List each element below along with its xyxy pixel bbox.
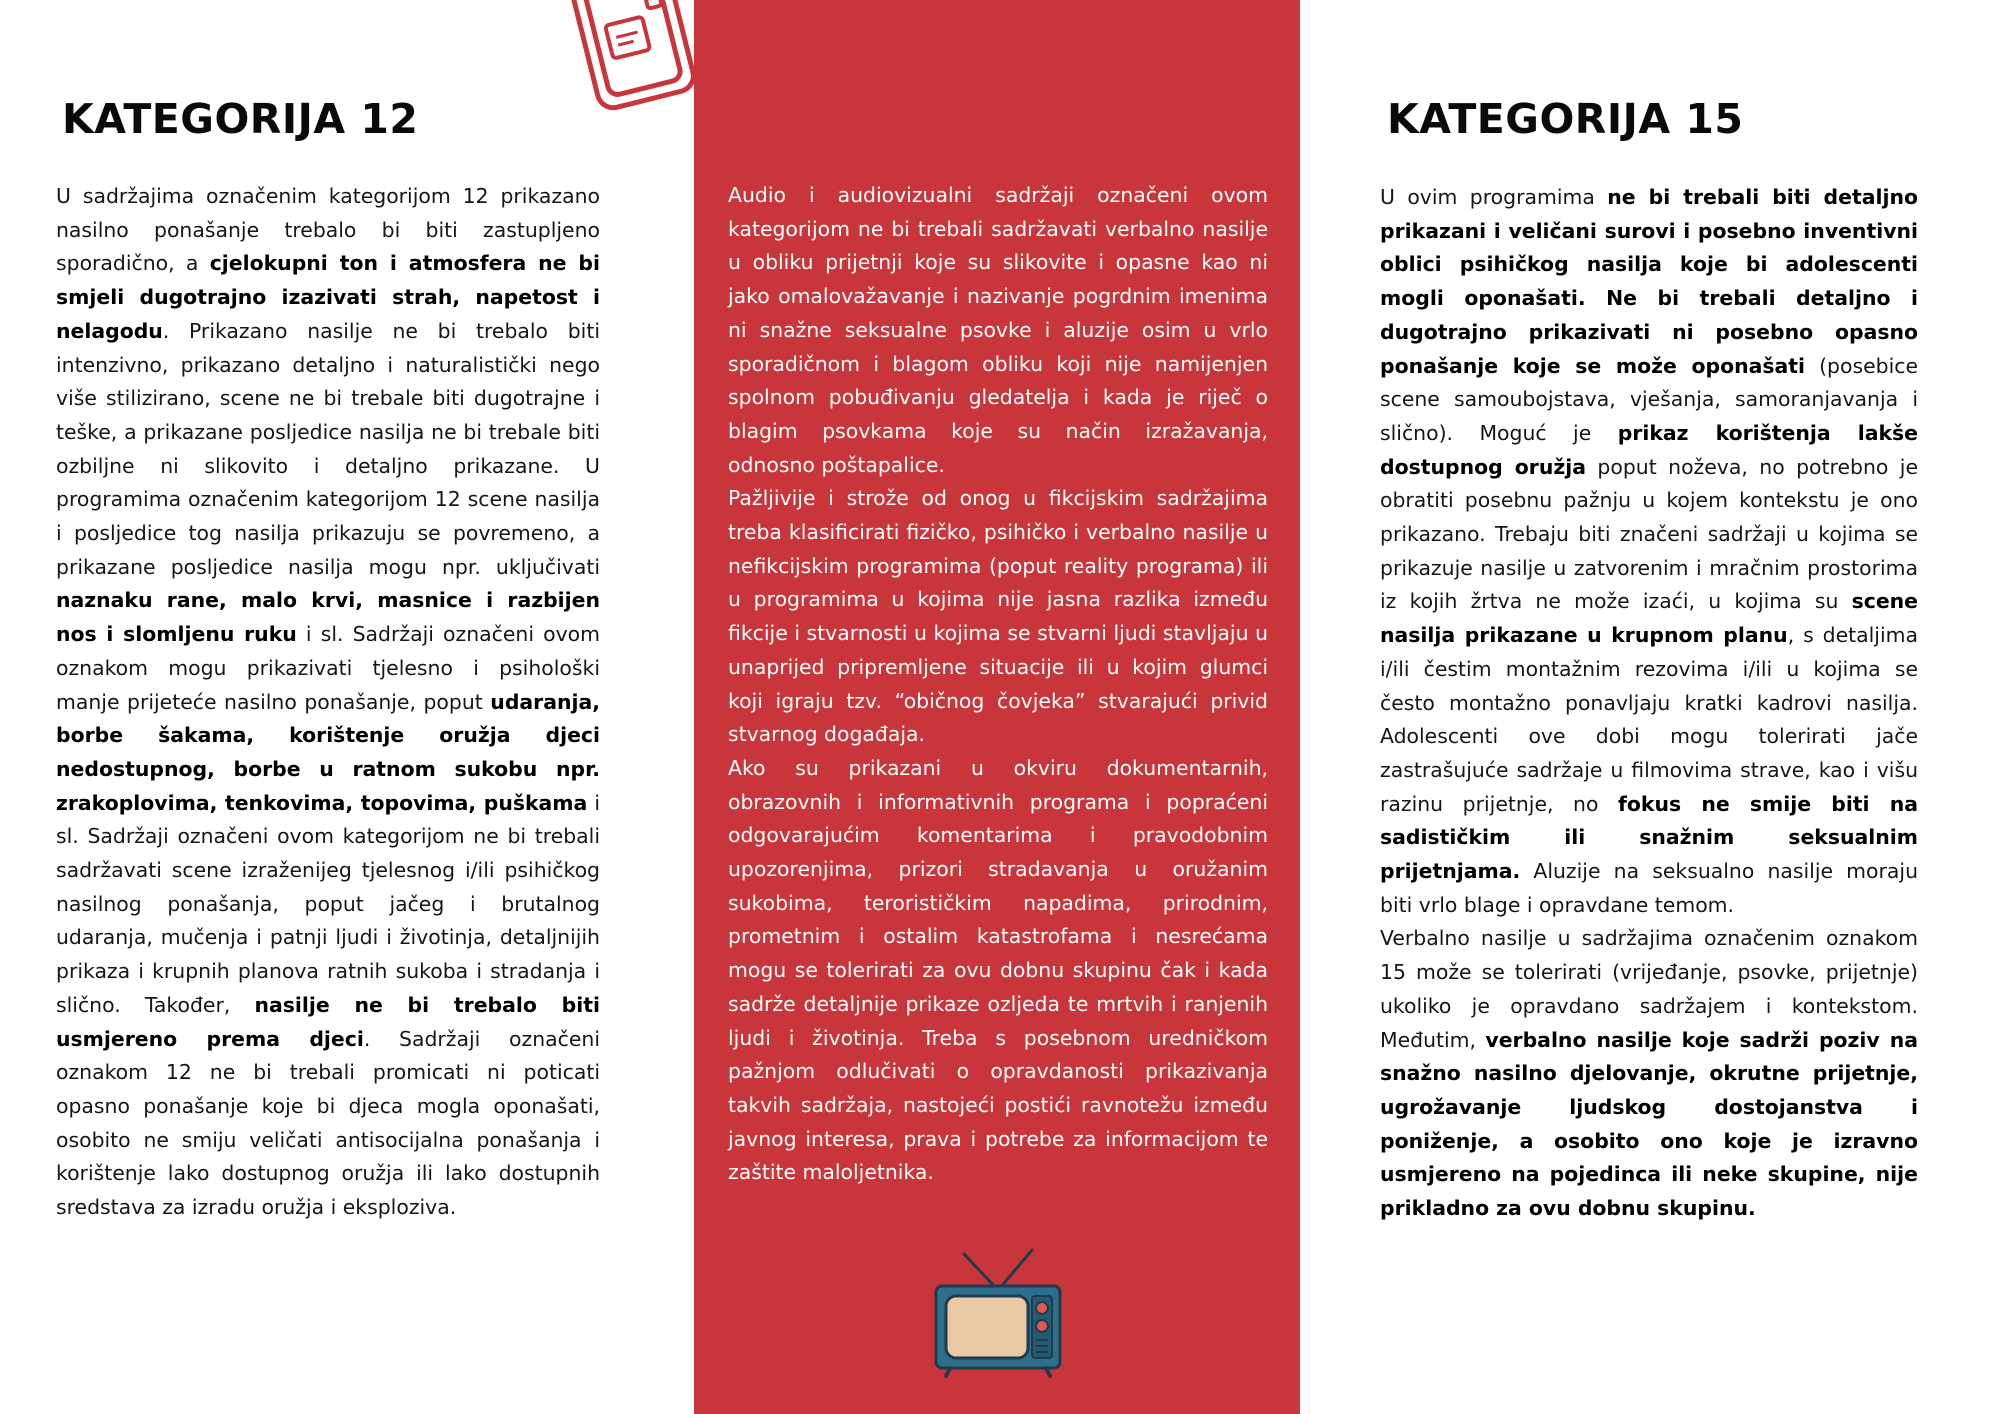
right-title: KATEGORIJA 15 xyxy=(1387,95,1744,143)
text-run: . Prikazano nasilje ne bi trebalo biti intenzivno, prikazano detaljno i naturalistički nego više stilizirano, scene ne bi trebale biti dugotrajne i teške, a prikazane posljedice nasilja ne bi trebale biti ozbiljne ni slikovito i detaljno prikazane. U programima označenim kategorijom 12 scene nasilja i posljedice tog nasilja prikazuju se povremeno, a prikazane posljedice nasilja mogu npr. uključivati xyxy=(56,318,600,579)
bold-text-run: cjelokupni ton i atmosfera ne bi smjeli dugotrajno izazivati strah, napetost i nelagodu xyxy=(56,251,600,343)
suitcase-icon xyxy=(560,0,696,122)
text-run: U ovim programima xyxy=(1380,185,1608,209)
bold-text-run: ne bi trebali biti detaljno prikazani i veličani surovi i posebno inventivni oblici psihičkog nasilja koje bi adolescenti mogli oponašati. Ne bi trebali detaljno i dugotrajno prikazivati ni posebno opasno ponašanje koje se može oponašati xyxy=(1380,185,1918,378)
text-run: (posebice scene samoubojstava, vješanja, samoranjavanja i slično). Moguć je xyxy=(1380,353,1918,445)
text-run: i sl. Sadržaji označeni ovom oznakom mogu prikazivati tjelesno i psihološki manje prijeteće nasilno ponašanje, poput xyxy=(56,622,600,714)
middle-body xyxy=(728,179,1268,1190)
bold-text-run: nasilje ne bi trebalo biti usmjereno prema djeci xyxy=(56,992,600,1051)
bold-text-run: scene nasilja prikazane u krupnom planu xyxy=(1380,589,1918,648)
bold-text-run: naznaku rane, malo krvi, masnice i razbijen nos i slomljenu ruku xyxy=(56,588,600,647)
bold-text-run: udaranja, borbe šakama, korištenje oružja djeci nedostupnog, borbe u ratnom sukobu npr. zrakoplovima, tenkovima, topovima, puškama xyxy=(56,689,600,815)
left-body xyxy=(56,180,600,1225)
middle-paragraph-1: Audio i audiovizualni sadržaji označeni ovom kategorijom ne bi trebali sadržavati verbalno nasilje u obliku prijetnji koje su slikovite i opasne kao ni jako omalovažavanje i nazivanje pogrdnim imenima ni snažne seksualne psovke i aluzije osim u vrlo sporadičnom i blagom obliku koji nije namijenjen spolnom pobuđivanju gledatelja i kada je riječ o blagim psovkama koje su način izražavanja, odnosno poštapalice. xyxy=(728,183,1268,477)
left-title: KATEGORIJA 12 xyxy=(62,95,419,143)
text-run: i sl. Sadržaji označeni ovom kategorijom ne bi trebali sadržavati scene izraženijeg tjelesnog i/ili psihičkog nasilnog ponašanja, poput jačeg i brutalnog udaranja, mučenja i patnji ljudi i životinja, detaljnijih prikaza i krupnih planova ratnih sukoba i stradanja i slično. Također, xyxy=(56,790,600,1017)
text-run: Aluzije na seksualno nasilje moraju biti vrlo blage i opravdane temom. xyxy=(1380,859,1918,917)
right-paragraph-1 xyxy=(1380,181,1918,922)
right-paragraph-2 xyxy=(1380,922,1918,1225)
text-run: , s detaljima i/ili čestim montažnim rezovima i/ili u kojima se često montažno ponavljaju kratki kadrovi nasilja. Adolescenti ove dobi mogu tolerirati jače zastrašujuće sadržaje u filmovima strave, kao i višu razinu prijetnje, no xyxy=(1380,623,1918,816)
bold-text-run: fokus ne smije biti na sadističkim ili snažnim seksualnim prijetnjama. xyxy=(1380,791,1919,884)
text-run: . Sadržaji označeni oznakom 12 ne bi trebali promicati ni poticati opasno ponašanje koje bi djeca mogla oponašati, osobito ne smiju veličati antisocijalna ponašanja i korištenje lako dostupnog oružja ili lako dostupnih sredstava za izradu oružja i eksploziva. xyxy=(56,1026,600,1220)
text-run: Verbalno nasilje u sadržajima označenim oznakom 15 može se tolerirati (vrijeđanje, psovke, prijetnje) ukoliko je opravdano sadržajem i kontekstom. Međutim, xyxy=(1380,926,1918,1052)
bold-text-run: verbalno nasilje koje sadrži poziv na snažno nasilno djelovanje, okrutne prijetnje, ugrožavanje ljudskog dostojanstva i poniženje, a osobito ono koje je izravno usmjereno na pojedinca ili neke skupine, nije prikladno za ovu dobnu skupinu. xyxy=(1380,1027,1918,1221)
retro-tv-icon xyxy=(928,1240,1068,1378)
middle-paragraph-2: Pažljivije i strože od onog u fikcijskim sadržajima treba klasificirati fizičko, psihičko i verbalno nasilje u nefikcijskim programima (poput reality programa) ili u programima u kojima nije jasna razlika između fikcije i stvarnosti u kojima se stvarni ljudi stavljaju u unaprijed pripremljene situacije ili u kojim glumci koji igraju tzv. “običnog čovjeka” stvarajući privid stvarnog događaja. xyxy=(728,486,1268,747)
text-run: U sadržajima označenim kategorijom 12 prikazano nasilno ponašanje trebalo bi biti zastupljeno sporadično, a xyxy=(56,184,600,276)
middle-paragraph-3: Ako su prikazani u okviru dokumentarnih, obrazovnih i informativnih programa i popraćeni odgovarajućim komentarima i pravodobnim upozorenjima, prizori stradavanja u oružanim sukobima, terorističkim napadima, prirodnim, prometnim i ostalim katastrofama i nesrećama mogu se tolerirati za ovu dobnu skupinu čak i kada sadrže detaljnije prikaze ozljeda te mrtvih i ranjenih ljudi i životinja. Treba s posebnom uredničkom pažnjom odlučivati o opravdanosti prikazivanja takvih sadržaja, nastojeći postići ravnotežu između javnog interesa, prava i potrebe za informacijom te zaštite maloljetnika. xyxy=(728,755,1268,1185)
bold-text-run: prikaz korištenja lakše dostupnog oružja xyxy=(1380,420,1918,479)
text-run: poput noževa, no potrebno je obratiti posebnu pažnju u kojem kontekstu je ono prikazano. Trebaju biti značeni sadržaji u kojima se prikazuje nasilje u zatvorenim i mračnim prostorima iz kojih žrtva ne može izaći, u kojima su xyxy=(1380,454,1918,614)
right-body xyxy=(1380,181,1918,1226)
